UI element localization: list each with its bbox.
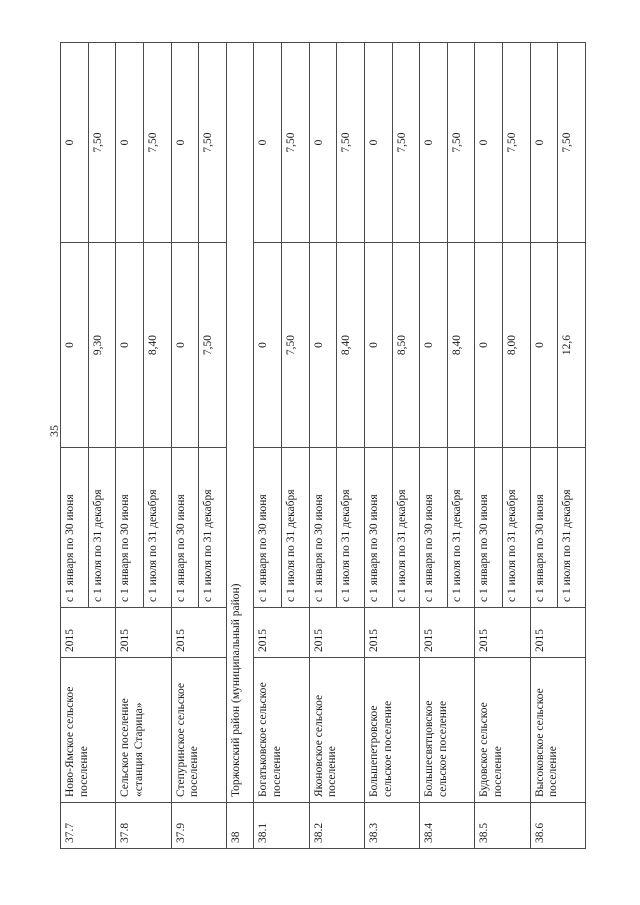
value-cell-1: 8,50 <box>392 243 420 448</box>
value-cell-2: 7,50 <box>503 43 531 243</box>
year-cell: 2015 <box>530 608 585 658</box>
table-row <box>530 43 558 849</box>
district-row <box>226 43 254 849</box>
period-cell: с 1 января по 30 июня <box>309 448 337 608</box>
table-row <box>364 43 392 849</box>
value-cell-2: 7,50 <box>282 43 310 243</box>
value-cell-2: 0 <box>116 43 144 243</box>
table-row <box>116 43 144 849</box>
tariff-table <box>60 42 586 849</box>
row-number: 38.1 <box>254 803 309 849</box>
settlement-name: Богатьковское сельское поселение <box>254 658 309 803</box>
year-cell: 2015 <box>420 608 475 658</box>
row-number: 38.5 <box>475 803 530 849</box>
period-cell: с 1 января по 30 июня <box>116 448 144 608</box>
value-cell-1: 0 <box>61 243 89 448</box>
district-number: 38 <box>226 803 254 849</box>
value-cell-1: 0 <box>254 243 282 448</box>
value-cell-1: 8,40 <box>337 243 365 448</box>
settlement-name: Большепетровское сельское поселение <box>364 658 419 803</box>
value-cell-1: 0 <box>530 243 558 448</box>
year-cell: 2015 <box>171 608 226 658</box>
period-cell: с 1 января по 30 июня <box>254 448 282 608</box>
row-number: 37.8 <box>116 803 171 849</box>
value-cell-1: 0 <box>116 243 144 448</box>
period-cell: с 1 января по 30 июня <box>364 448 392 608</box>
row-number: 37.7 <box>61 803 116 849</box>
table-row <box>61 43 89 849</box>
year-cell: 2015 <box>364 608 419 658</box>
year-cell: 2015 <box>254 608 309 658</box>
value-cell-2: 7,50 <box>88 43 116 243</box>
year-cell: 2015 <box>309 608 364 658</box>
period-cell: с 1 июля по 31 декабря <box>337 448 365 608</box>
row-number: 38.3 <box>364 803 419 849</box>
value-cell-1: 8,00 <box>503 243 531 448</box>
value-cell-2: 0 <box>309 43 337 243</box>
period-cell: с 1 января по 30 июня <box>530 448 558 608</box>
value-cell-2: 0 <box>475 43 503 243</box>
row-number: 38.2 <box>309 803 364 849</box>
period-cell: с 1 июля по 31 декабря <box>282 448 310 608</box>
value-cell-2: 0 <box>171 43 199 243</box>
period-cell: с 1 января по 30 июня <box>171 448 199 608</box>
tariff-table-container <box>60 43 586 849</box>
period-cell: с 1 января по 30 июня <box>61 448 89 608</box>
value-cell-1: 0 <box>171 243 199 448</box>
table-row <box>309 43 337 849</box>
period-cell: с 1 июля по 31 декабря <box>199 448 227 608</box>
table-row <box>475 43 503 849</box>
value-cell-2: 7,50 <box>337 43 365 243</box>
period-cell: с 1 июля по 31 декабря <box>88 448 116 608</box>
value-cell-2: 7,50 <box>558 43 586 243</box>
table-row <box>254 43 282 849</box>
value-cell-2: 7,50 <box>199 43 227 243</box>
period-cell: с 1 июля по 31 декабря <box>143 448 171 608</box>
table-row <box>171 43 199 849</box>
period-cell: с 1 июля по 31 декабря <box>503 448 531 608</box>
value-cell-1: 7,50 <box>282 243 310 448</box>
value-cell-2: 7,50 <box>143 43 171 243</box>
period-cell: с 1 июля по 31 декабря <box>447 448 475 608</box>
row-number: 38.4 <box>420 803 475 849</box>
value-cell-1: 8,40 <box>447 243 475 448</box>
value-cell-1: 12,6 <box>558 243 586 448</box>
value-cell-2: 0 <box>530 43 558 243</box>
value-cell-1: 7,50 <box>199 243 227 448</box>
value-cell-2: 0 <box>61 43 89 243</box>
value-cell-2: 0 <box>420 43 448 243</box>
district-title: Торжокский район (муниципальный район) <box>226 43 254 803</box>
value-cell-1: 0 <box>364 243 392 448</box>
settlement-name: Сельское поселение «станция Старица» <box>116 658 171 803</box>
page-number: 35 <box>47 425 61 437</box>
value-cell-1: 0 <box>420 243 448 448</box>
year-cell: 2015 <box>61 608 116 658</box>
period-cell: с 1 января по 30 июня <box>420 448 448 608</box>
period-cell: с 1 июля по 31 декабря <box>558 448 586 608</box>
period-cell: с 1 июля по 31 декабря <box>392 448 420 608</box>
settlement-name: Яконовское сельское поселение <box>309 658 364 803</box>
value-cell-2: 7,50 <box>447 43 475 243</box>
value-cell-2: 7,50 <box>392 43 420 243</box>
row-number: 37.9 <box>171 803 226 849</box>
settlement-name: Большесвятцовское сельское поселение <box>420 658 475 803</box>
settlement-name: Будовское сельское поселение <box>475 658 530 803</box>
year-cell: 2015 <box>475 608 530 658</box>
value-cell-1: 0 <box>475 243 503 448</box>
table-row <box>420 43 448 849</box>
value-cell-2: 0 <box>364 43 392 243</box>
value-cell-1: 8,40 <box>143 243 171 448</box>
row-number: 38.6 <box>530 803 585 849</box>
settlement-name: Высоковское сельское поселение <box>530 658 585 803</box>
settlement-name: Степуринское сельское поселение <box>171 658 226 803</box>
value-cell-2: 0 <box>254 43 282 243</box>
value-cell-1: 9,30 <box>88 243 116 448</box>
value-cell-1: 0 <box>309 243 337 448</box>
period-cell: с 1 января по 30 июня <box>475 448 503 608</box>
settlement-name: Ново-Ямское сельское поселение <box>61 658 116 803</box>
year-cell: 2015 <box>116 608 171 658</box>
